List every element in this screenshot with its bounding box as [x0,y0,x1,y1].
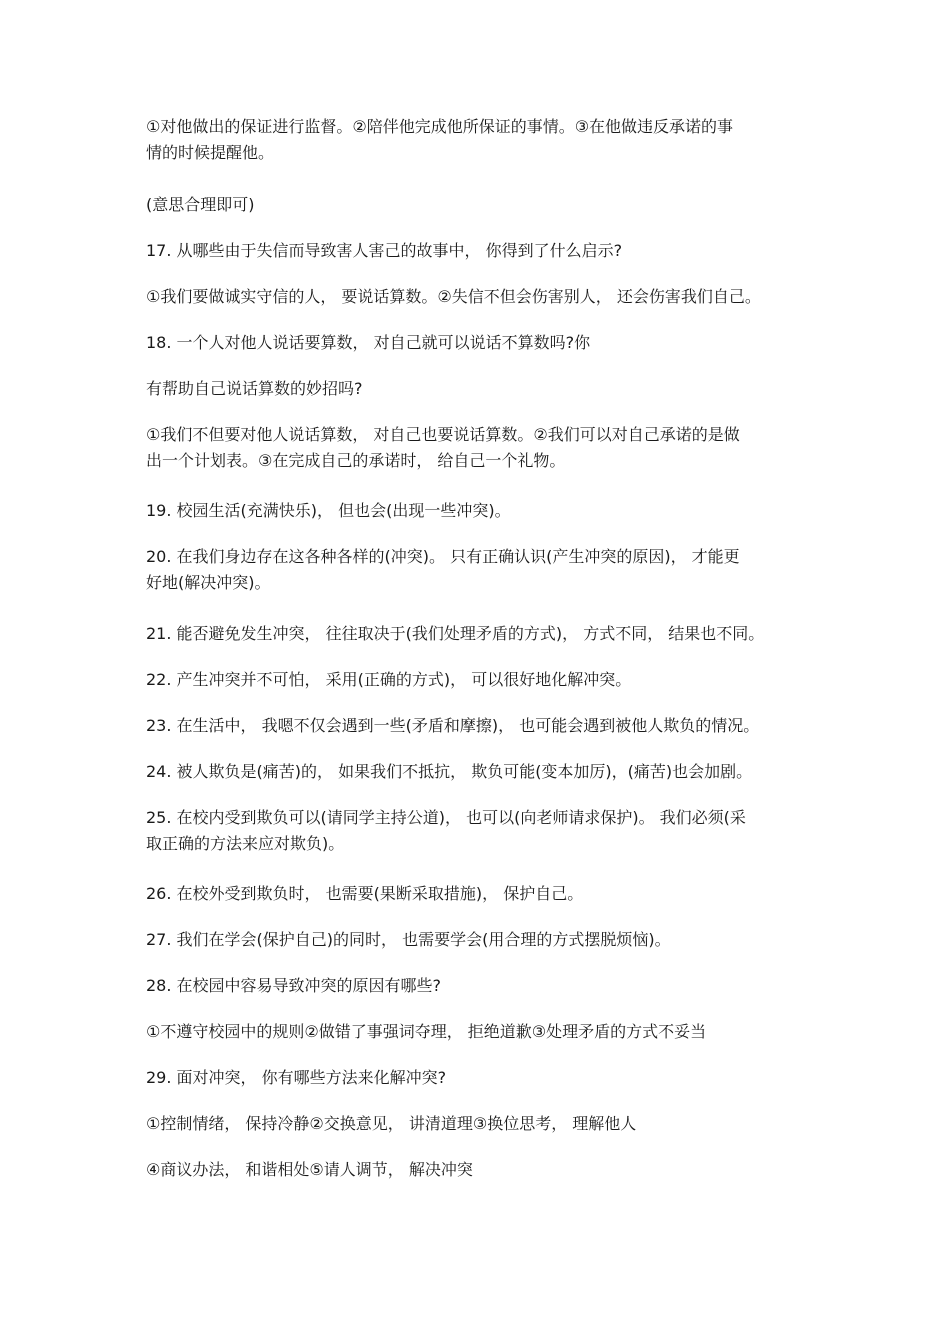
text-line: 28. 在校园中容易导致冲突的原因有哪些? [146,976,442,995]
paragraph [146,927,826,953]
paragraph [146,667,826,693]
paragraph [146,973,826,999]
paragraph [146,544,826,596]
text-line: 24. 被人欺负是(痛苦)的， 如果我们不抵抗， 欺负可能(变本加厉)，(痛苦)也会加剧。 [146,762,753,781]
paragraph [146,192,826,218]
paragraph [146,805,826,857]
paragraph [146,881,826,907]
paragraph [146,422,826,474]
text-line: ①不遵守校园中的规则②做错了事强词夺理， 拒绝道歉③处理矛盾的方式不妥当 [146,1022,707,1041]
paragraph [146,330,826,356]
text-line: 29. 面对冲突， 你有哪些方法来化解冲突? [146,1068,447,1087]
paragraph [146,1111,826,1137]
paragraph [146,114,826,166]
paragraph [146,376,826,402]
paragraph [146,759,826,785]
paragraph [146,498,826,524]
paragraph [146,238,826,264]
paragraph [146,621,826,647]
text-line: (意思合理即可) [146,195,255,214]
text-line: 19. 校园生活(充满快乐)， 但也会(出现一些冲突)。 [146,501,511,520]
text-line: 出一个计划表。③在完成自己的承诺时， 给自己一个礼物。 [146,451,566,470]
text-line: ①控制情绪， 保持冷静②交换意见， 讲清道理③换位思考， 理解他人 [146,1114,637,1133]
text-line: 17. 从哪些由于失信而导致害人害己的故事中， 你得到了什么启示? [146,241,623,260]
text-line: 25. 在校内受到欺负可以(请同学主持公道)， 也可以(向老师请求保护)。 我们必须(采 [146,808,746,827]
text-line: 20. 在我们身边存在这各种各样的(冲突)。 只有正确认识(产生冲突的原因)， 才能更 [146,547,740,566]
paragraph [146,1065,826,1091]
text-line: 21. 能否避免发生冲突， 往往取决于(我们处理矛盾的方式)， 方式不同， 结果也不同。 [146,624,765,643]
text-line: 有帮助自己说话算数的妙招吗? [146,379,363,398]
text-line: 26. 在校外受到欺负时， 也需要(果断采取措施)， 保护自己。 [146,884,584,903]
text-line: 情的时候提醒他。 [146,143,275,162]
text-line: 18. 一个人对他人说话要算数， 对自己就可以说话不算数吗?你 [146,333,591,352]
text-line: ①我们不但要对他人说话算数， 对自己也要说话算数。②我们可以对自己承诺的是做 [146,425,740,444]
paragraph [146,1019,826,1045]
text-line: ④商议办法， 和谐相处⑤请人调节， 解决冲突 [146,1160,473,1179]
text-line: ①对他做出的保证进行监督。②陪伴他完成他所保证的事情。③在他做违反承诺的事 [146,117,734,136]
text-line: 23. 在生活中， 我嗯不仅会遇到一些(矛盾和摩擦)， 也可能会遇到被他人欺负的情况。 [146,716,760,735]
paragraph [146,1157,826,1183]
text-line: 22. 产生冲突并不可怕， 采用(正确的方式)， 可以很好地化解冲突。 [146,670,632,689]
text-line: 取正确的方法来应对欺负)。 [146,834,345,853]
text-line: 好地(解决冲突)。 [146,573,271,592]
paragraph [146,713,826,739]
text-line: ①我们要做诚实守信的人， 要说话算数。②失信不但会伤害别人， 还会伤害我们自己。 [146,287,761,306]
text-line: 27. 我们在学会(保护自己)的同时， 也需要学会(用合理的方式摆脱烦恼)。 [146,930,671,949]
paragraph [146,284,826,310]
